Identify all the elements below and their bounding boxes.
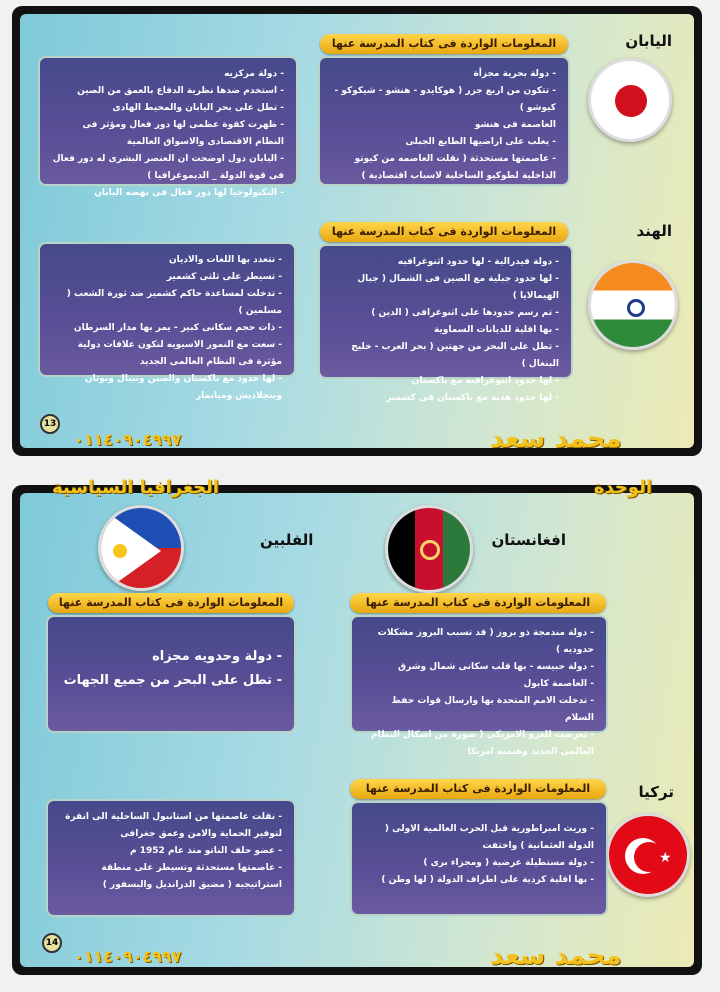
- page-13-background: [20, 14, 694, 448]
- info-line: - دولة مندمجة ذو بروز ( قد تسبب البروز مشكلات حدوديه ): [377, 628, 594, 655]
- info-line: - دولة فيدرالية - لها حدود اثنوغرافيه: [397, 257, 559, 267]
- country-name-japan: اليابان: [625, 32, 672, 50]
- afghanistan-flag-icon: [385, 505, 473, 593]
- unit-title: الوحدة: [593, 477, 652, 498]
- india-extra-info: [38, 242, 296, 401]
- info-line: - استخدم ضدها نظرية الدفاع بالعمق من الصين: [77, 86, 284, 96]
- info-line: - التكنولوجيا لها دور فعال فى نهضه اليابان: [94, 188, 284, 198]
- book-info-header: المعلومات الواردة فى كتاب المدرسة عنها: [48, 593, 294, 613]
- info-line: - تدخلت لمساعدة حاكم كشمير ضد ثورة الشعب ( مسلمين ): [66, 289, 282, 316]
- info-line: - ظهرت كقوة عظمى لها دور فعال ومؤثر فى النظام الاقتصادى والاسواق العالمية: [82, 120, 284, 147]
- info-line: - تطل على البحر من جميع الجهات: [63, 673, 282, 688]
- info-line: - عاصمتها مستحدثة ( نقلت العاصمه من كيوتو الداخلية لطوكيو الساحلية لاسباب اقتصادية ): [354, 154, 556, 181]
- brand-logo: محمد سعد: [490, 941, 622, 967]
- info-line: - عضو حلف الناتو منذ عام 1952 م: [130, 846, 282, 856]
- info-line: - تطل على بحر اليابان والمحيط الهادى: [112, 103, 284, 113]
- turkey-extra-info: [46, 799, 296, 917]
- info-line: - بها اقلية كردية على اطراف الدولة ( لها وطن ): [381, 875, 594, 885]
- country-name-philippines: الفلبين: [260, 531, 314, 549]
- country-name-afghanistan: افغانستان: [491, 531, 566, 549]
- afghanistan-book-info: [350, 615, 608, 757]
- page-14: [12, 477, 702, 975]
- page-14-background: [20, 493, 694, 967]
- info-line: - تعرضت للغزو الامريكى ( صورة من اشكال النظام العالمى الجديد وهيمنه امريكا: [371, 730, 594, 757]
- info-line: - دولة مركزيه: [224, 69, 284, 79]
- info-line: - تطل على البحر من جهتين ( بحر العرب - خليج البنغال ): [351, 342, 559, 369]
- india-flag-icon: [588, 260, 678, 350]
- info-line: - تدخلت الامم المتحدة بها وارسال قوات حفظ السلام: [391, 696, 594, 723]
- country-name-india: الهند: [636, 222, 672, 240]
- info-line: - العاصمة كابول: [523, 679, 594, 689]
- info-line: - لها حدود مع باكستان والصين ونيبال وبوتان وبنجلاديش وميانمار: [84, 374, 282, 401]
- info-line: - لها حدود هدنه مع باكستان فى كشمير: [386, 393, 559, 403]
- turkey-book-info: [350, 801, 608, 916]
- japan-extra-info: [38, 56, 298, 198]
- info-line: - تتعدد بها اللغات والاديان: [168, 255, 282, 265]
- info-line: العاصمة فى هنشو: [474, 120, 556, 130]
- country-name-turkey: تركيا: [638, 783, 674, 801]
- info-line: - ذات حجم سكانى كبير - يمر بها مدار السرطان: [73, 323, 282, 333]
- japan-flag-icon: [588, 58, 672, 142]
- info-line: - لها حدود جبلية مع الصين فى الشمال ( جبال الهيمالايا ): [357, 274, 559, 301]
- phone-number: ٠١١٤٠٩٠٤٩٩٧: [74, 430, 182, 449]
- page-13: [12, 6, 702, 456]
- page-number: 13: [40, 414, 60, 434]
- japan-book-info: [318, 56, 570, 186]
- info-line: - تتكون من اربع جزر ( هوكايدو - هنشو - شيكوكو - كيوشو ): [334, 86, 556, 113]
- brand-logo: محمد سعد: [490, 424, 622, 448]
- info-line: - تسيطر على ثلثى كشمير: [166, 272, 282, 282]
- book-info-header: المعلومات الواردة فى كتاب المدرسة عنها: [320, 222, 568, 242]
- info-line: - دولة وحدويه مجزاه: [152, 649, 282, 664]
- info-line: - بها اقلية للديانات السماوية: [433, 325, 559, 335]
- info-line: - دولة بحرية مجزأة: [473, 69, 556, 79]
- info-line: - وريث امبراطورية قبل الحرب العالمية الاولى ( الدولة العثمانية ) واختفت: [384, 824, 594, 851]
- info-line: - سعت مع النمور الاسيويه لتكون علاقات دولية مؤثرة فى النظام العالمى الجديد: [77, 340, 282, 367]
- phone-number: ٠١١٤٠٩٠٤٩٩٧: [74, 947, 182, 966]
- info-line: - يغلب على اراضيها الطابع الجبلى: [405, 137, 556, 147]
- page-number: 14: [42, 933, 62, 953]
- info-line: - عاصمتها مستحدثة وتسيطر على منطقة استراتيجيه ( مضيق الدرانديل والبسفور ): [101, 863, 282, 890]
- info-line: - دولة مستطيلة عرضية ( ومجزاء برى ): [423, 858, 594, 868]
- turkey-flag-icon: ★: [606, 813, 690, 897]
- info-line: - اليابان دول اوضحت ان العنصر البشرى له دور فعال فى قوة الدولة _ الديموغرافيا ): [52, 154, 284, 181]
- info-line: - لها حدود اثنوغرافيه مع باكستان: [411, 376, 559, 386]
- info-line: - نقلت عاصمتها من استانبول الساحلية الى انقرة لتوفير الحماية والامن وعمق جغرافى: [65, 812, 282, 839]
- book-info-header: المعلومات الواردة فى كتاب المدرسة عنها: [320, 34, 568, 54]
- info-line: - تم رسم حدودها على اثنوغرافى ( الدين ): [371, 308, 559, 318]
- book-info-header: المعلومات الواردة فى كتاب المدرسة عنها: [350, 593, 606, 613]
- subject-title: الجغرافيا السياسية: [52, 477, 219, 498]
- info-line: - دولة حبيسه - بها قلب سكانى شمال وشرق: [398, 662, 594, 672]
- philippines-flag-icon: [98, 505, 184, 591]
- book-info-header: المعلومات الواردة فى كتاب المدرسة عنها: [350, 779, 606, 799]
- philippines-book-info: [46, 615, 296, 733]
- india-book-info: [318, 244, 573, 403]
